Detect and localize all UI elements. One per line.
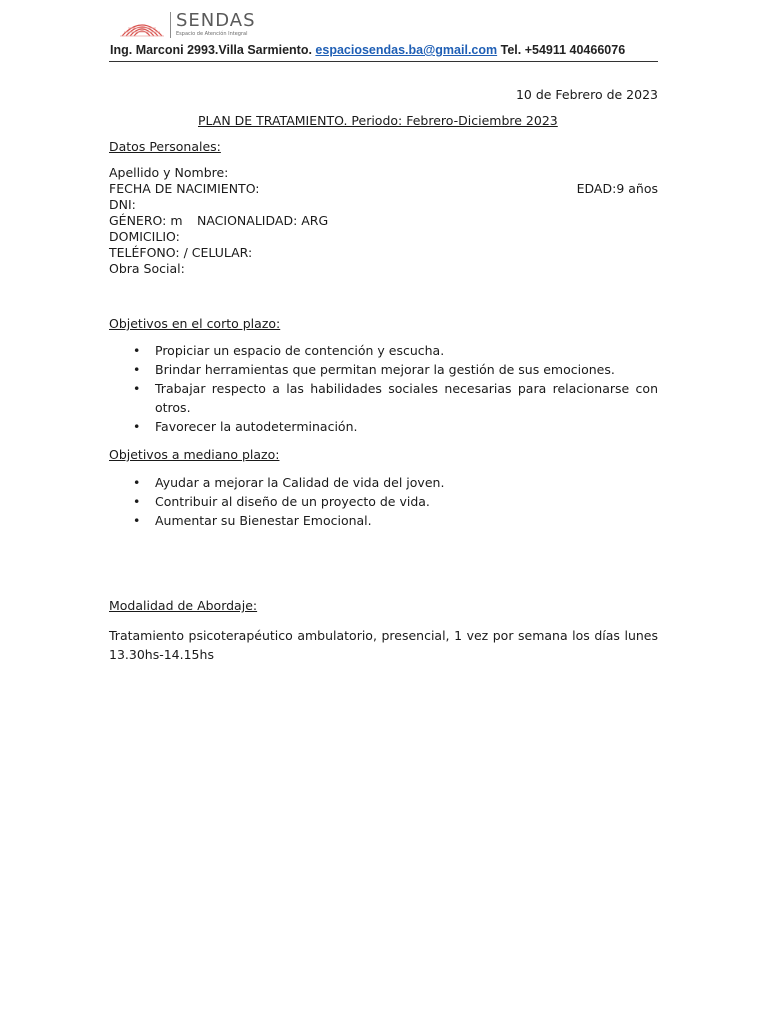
modality-text: Tratamiento psicoterapéutico ambulatorio, presencial, 1 vez por semana los días lunes 13.30hs-14.15hs [109,628,658,662]
dob-field: FECHA DE NACIMIENTO: [109,181,260,196]
brand-name: SENDAS [176,10,256,31]
short-term-heading: Objetivos en el corto plazo: [109,316,281,331]
mid-term-heading: Objetivos a mediano plazo: [109,447,280,462]
bullet-icon: • [133,343,141,358]
logo-mark-icon [118,12,166,38]
list-item: • Contribuir al diseño de un proyecto de vida. [133,494,430,509]
bullet-icon: • [133,494,141,509]
header-divider [109,61,658,62]
address-field: DOMICILIO: [109,229,180,244]
dni-field: DNI: [109,197,136,212]
phone-field: TELÉFONO: / CELULAR: [109,245,253,260]
gender-field: GÉNERO: m [109,213,183,228]
brand-tagline: Espacio de Atención Integral [176,31,248,37]
bullet-icon: • [133,475,141,490]
mid-term-list [133,473,658,530]
list-item: • Trabajar respecto a las habilidades sociales necesarias para relacionarse con otros. [133,381,658,415]
document-date: 10 de Febrero de 2023 [515,87,658,102]
document-title: PLAN DE TRATAMIENTO. Periodo: Febrero-Diciembre 2023 [198,113,558,128]
list-item: • Ayudar a mejorar la Calidad de vida del joven. [133,475,445,490]
short-term-list [133,341,658,436]
bullet-icon: • [133,513,141,528]
list-item: • Brindar herramientas que permitan mejorar la gestión de sus emociones. [133,362,615,377]
phone-text: Tel. +54911 40466076 [500,43,626,57]
logo [118,10,268,40]
bullet-icon: • [133,362,141,377]
email-link[interactable]: espaciosendas.ba@gmail.com [315,43,498,57]
age-field: EDAD:9 años [576,181,658,196]
contact-line [110,43,625,57]
modality-heading: Modalidad de Abordaje: [109,598,258,613]
list-item: • Aumentar su Bienestar Emocional. [133,513,372,528]
bullet-icon: • [133,419,141,434]
insurance-field: Obra Social: [109,261,185,276]
nationality-field: NACIONALIDAD: ARG [197,213,329,228]
name-field: Apellido y Nombre: [109,165,229,180]
bullet-icon: • [133,381,141,396]
list-item: • Propiciar un espacio de contención y escucha. [133,343,445,358]
logo-divider [170,12,171,38]
address-text: Ing. Marconi 2993.Villa Sarmiento. [110,43,312,57]
list-item: • Favorecer la autodeterminación. [133,419,358,434]
personal-data-heading: Datos Personales: [109,139,221,154]
